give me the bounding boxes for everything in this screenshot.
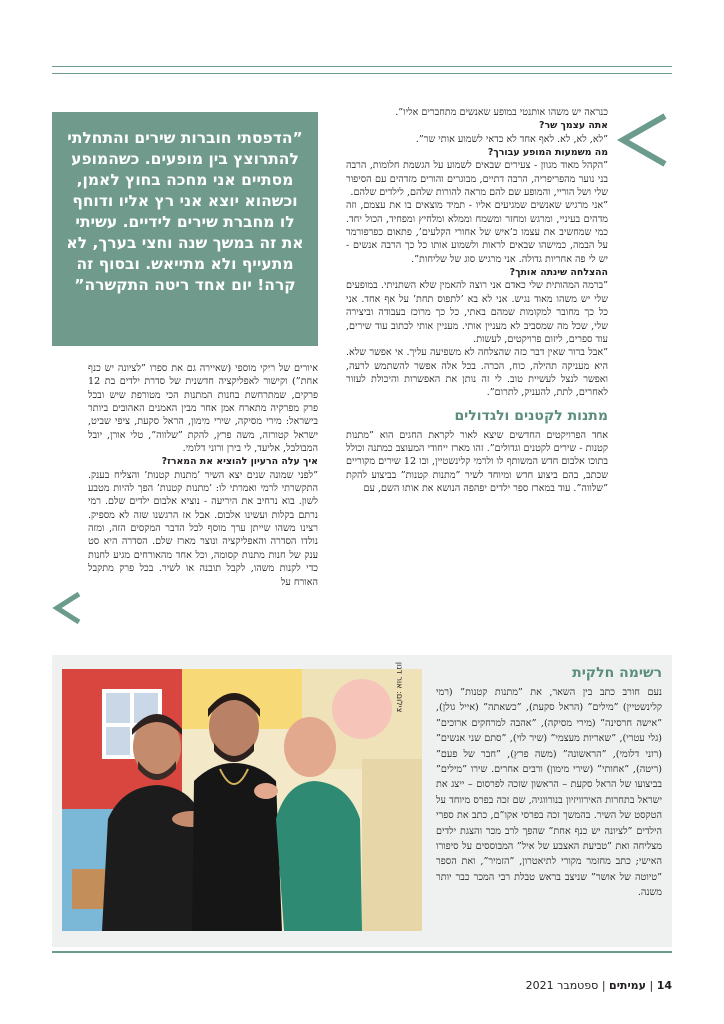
pull-quote-text: ”הדפסתי חוברות שירים והתחלתי להתרוצץ בין מופעים. כשהמופע מסתיים אני מחכה בחוץ לאמן, וכשהוא יוצא אני רץ אליו ודוחף לו מחברת שירים לידיים. עשיתי את זה במשך שנה וחצי בערך, לא מתעייף ולא מתייאש. ובסוף זה קרה! יום אחד ריטה התקשרה”: [66, 129, 304, 294]
issue-date: ספטמבר 2021: [525, 979, 599, 992]
interview-question: אתה עצמך שר?: [539, 120, 608, 132]
sidebar-content: [436, 663, 662, 901]
photo-credit-text: צילום: אור דנון: [395, 662, 404, 713]
photo-three-men: [62, 669, 422, 931]
sidebar-title: רשימה חלקית: [572, 665, 662, 681]
paragraph: ”אבל ברור שאין דבר כזה שהצלחה לא משפיעה עליך. אי אפשר שלא. היא מעניקה תהילה, כוח, הכרה. בכל אלה אפשר להשתמש לרעה, ואפשר לנצל לעשיית טוב. לי זה נותן את האפשרות והיכולת לעזור לאחרים, לתת, להעניק, לתרום”.: [346, 347, 608, 399]
paragraph: איורים של ריקי מוספי (שאיירה גם את ספרו ”לציונה יש כנף אחת”) וקישור לאפליקציה חדשנית של סדרת ילדים בת 12 פרקים, שמתרחשת בחנות המתנות הכי מטורפת שיש ובכל פרק מפרקיה מתארח אמן אחר מבין האמנים האהובים ביותר בישראל: מירי מסיקה, שירי מימון, הראל סקעת, ציפי שביט, ישראל קטורזה, משה פרץ, להקת ”שלווה”, טלי אורן, יובל המבולבל, אליעד, לי בירן ורוני דלומי.: [88, 363, 318, 455]
article-column-right: [346, 106, 608, 636]
pull-quote: [52, 112, 318, 346]
chevron-left-icon: [615, 110, 669, 170]
paragraph: ”ברמה המהותית שלי כאדם אני רוצה להאמין שלא השתניתי. במופעים שלי יש משהו מאוד נגיש. אני לא בא ’לתפוס תחת’ על אף אחד. אני כל כך מחובר למקומות שמהם באתי, כל כך מרוכז בעבודה וביצירה שלי, שכל מה שמסביב לא מעניין אותי. מעניין אותי לכתוב עוד שירים, עוד ספרים, ליזום פרויקטים, לעשות.: [346, 280, 608, 345]
top-rule-2: [52, 73, 672, 74]
top-rule: [52, 66, 672, 67]
article-column-left: [88, 362, 318, 637]
magazine-name: עמיתים: [609, 979, 646, 992]
footer-separator: |: [649, 979, 654, 992]
paragraph: ”לא, לא, לא. לאף אחד לא כדאי לשמוע אותי שר”.: [415, 133, 608, 145]
paragraph: כנראה יש משהו אותנטי במופע שאנשים מתחברים אליו”.: [395, 107, 608, 118]
photo-credit: [392, 662, 404, 752]
paragraph: ”אני מרגיש שאנשים שמגיעים אליו - תמיד מוצאים בו את עצמם, וזה מדהים בעיניי, ומרגש ומחזר ומשמח וממלא ומלחיץ ומפחיד, הכול יחד. כמי שמחשיב את עצמו כ’איש של אחורי הקלעים’, פתאום כפרפורמר על הבמה, כמישהו שבאים לראות ולשמוע אותו כל כך הרבה אנשים - יש לי פה אחריות גדולה. אני מרגיש סוג של שליחות”.: [346, 200, 608, 265]
sidebar-box: [52, 655, 672, 947]
sidebar-text: נעם חורב כתב בין השאר, את ”מתנות קטנות” (רמי קלינשטיין) ”מילים” (הראל סקעת), ”כשאתה” (אייל גולן), ”אישה חרסינה” (מירי מסיקה), ”אהבה למרחקים ארוכים” (גלי עטרי), ”שאריות מעצמי” (שיר לוי), ”סתם שני אנשים” (רוני דלומי), ”הראשונה” (משה פרץ), ”חבר של פעם” (ריטה), ”אחותי” (שירי מימון) ורבים אחרים. שירו ”מילים” בביצועו של הראל סקעת – הראשון שזכה לפרסום – ייצג את ישראל בתחרות האירוויזיון בנורווגיה, שם זכה בפרס מיוחד על הטקסט של השיר. בהמשך זכה בפרסי אקו”ם, כתב את ספרי הילדים ”לציונה יש כנף אחת” שהפך לרב מכר והצגת ילדים מצליחה ואת ”טביעת האצבע של איל” המבוססים על סיפורו האישי; כתב מחזמר מקורי לתיאטרון, ”הזמיר”, ואת הספר ”טיוטה של אושר” שניצב בראש טבלת רבי המכר כבר יותר משנה.: [436, 687, 662, 899]
interview-question: ההצלחה שינתה אותך?: [509, 267, 608, 279]
page-footer: [480, 979, 672, 992]
footer-separator: |: [601, 979, 606, 992]
section-title: מתנות לקטנים ולגדולים: [454, 407, 608, 424]
page-number: 14: [656, 979, 672, 992]
interview-question: מה משמעות המופע עבורך?: [487, 147, 608, 159]
interview-question: איך עלה הרעיון להוציא את המארז?: [161, 456, 318, 468]
bottom-rule: [52, 951, 672, 953]
paragraph: אחד הפרויקטים החדשים שיצא לאור לקראת החגים הוא ”מתנות קטנות - שירים לקטנים וגדולים”. זהו מארז ייחודי המעוצב כמתנה וכולל בתוכו אלבום חדש המשותף לו ולרמי קלינשטיין, ובו 12 שירים מקוריים שכתב, בהם ביצוע חדש ומיוחד לשיר ”מתנות קטנות” בביצוע להקת ”שלווה”. עוד במארז ספר ילדים יפהפה הנושא את אותו השם, עם: [346, 429, 608, 494]
chevron-left-icon: [52, 590, 82, 626]
paragraph: ”לפני שמונה שנים יצא השיר ’מתנות קטנות’ והצליח בענק. התקשרתי לרמי ואמרתי לו: ’מתנות קטנות’ הפך להיות מטבע לשון. בוא נרחיב את היריעה - נוציא אלבום ילדים שלם. רמי נרתם בקלות ועשינו אלבום. אבל אז הרגשנו שזה לא מספיק. רצינו משהו שייתן ערך מוסף לכל הדבר המקסים הזה, ומזה נולדו הסדרה והאפליקציה ונוצר מארז שלם. הסדרה היא סט ענק של חנות מתנות קסומה, וכל אחד מהאורחים מגיע לחנות כדי לקנות משהו, לקבל תובנה או לשיר. בכל פרק מתקבל האורח על: [88, 469, 318, 588]
paragraph: ”הקהל מאוד מגוון - צעירים שבאים לשמוע על הגשמת חלומות, הרבה בני נוער מהפריפריה, הרבה דתיים, מבוגרים והורים מזדהים עם הסיפור שלי ושל הוריי, והמופע שם להם מראה להורות שלהם, לילדים שלהם.: [346, 160, 608, 199]
